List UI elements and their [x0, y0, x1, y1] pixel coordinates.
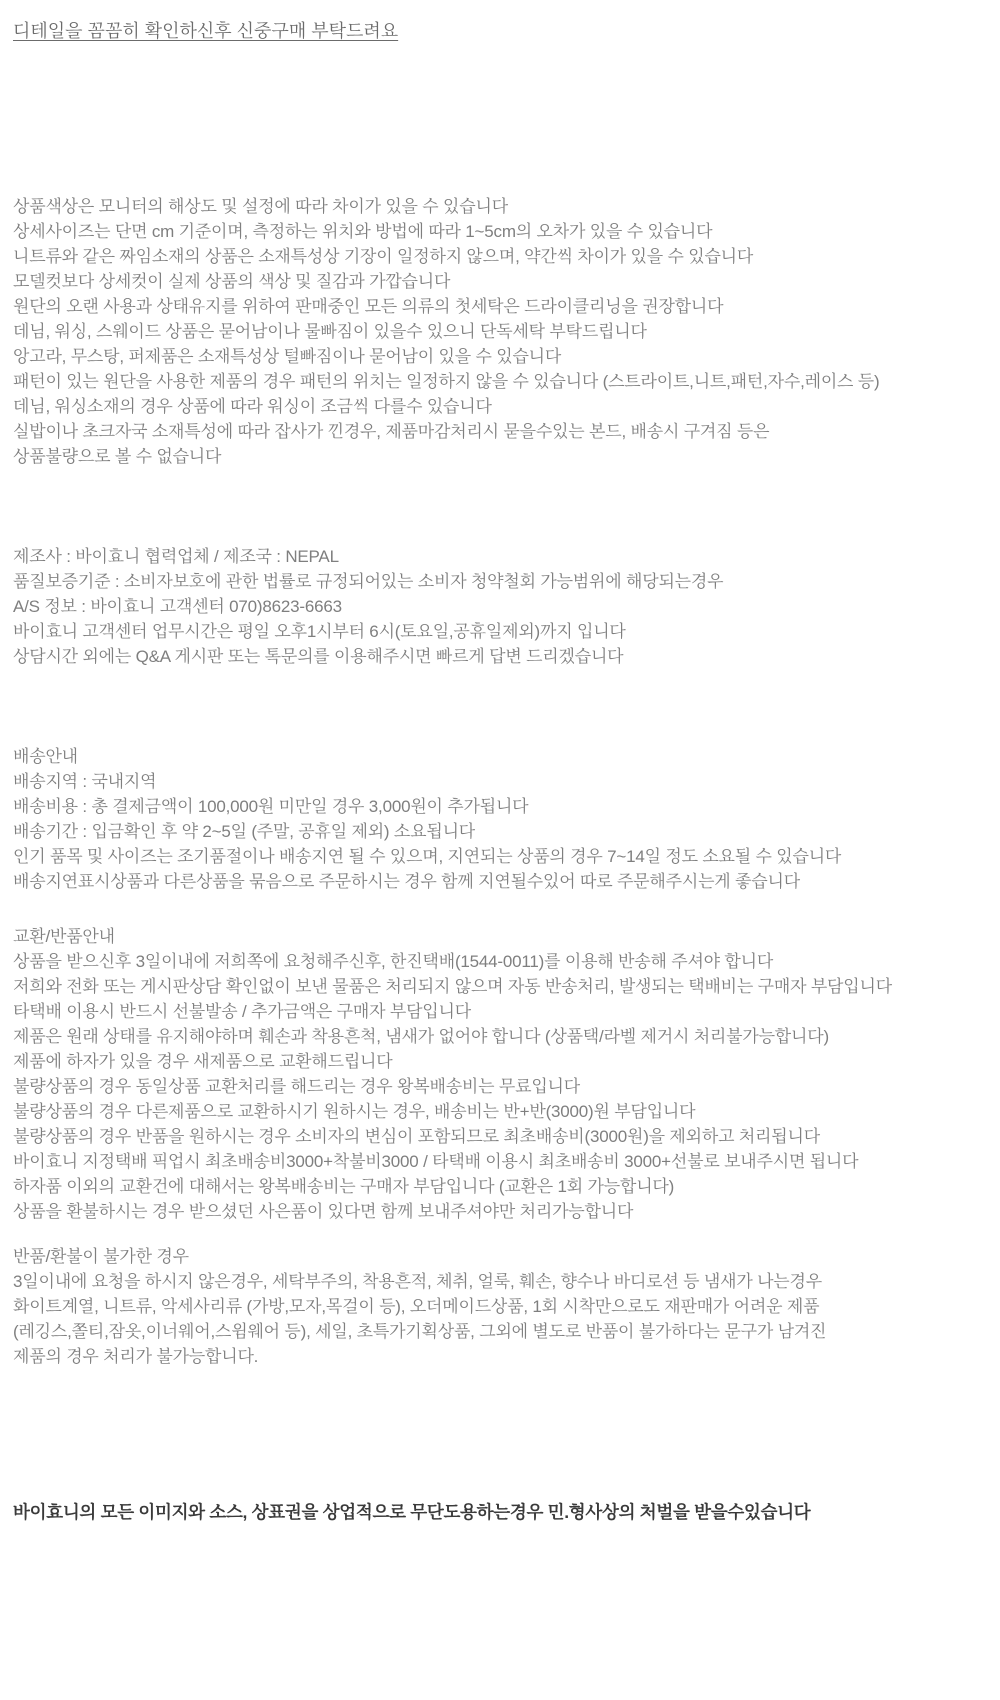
text-line: 배송지역 : 국내지역 — [13, 772, 157, 791]
text-line: 불량상품의 경우 반품을 원하시는 경우 소비자의 변심이 포함되므로 최초배송비(3000원)을 제외하고 처리됩니다 — [13, 1127, 820, 1146]
business-hours-line: 바이효니 고객센터 업무시간은 평일 오후1시부터 6시(토요일,공휴일제외)까지 입니다 — [13, 622, 626, 641]
text-line: 배송기간 : 입금확인 후 약 2~5일 (주말, 공휴일 제외) 소요됩니다 — [13, 822, 476, 841]
qna-info-line: 상담시간 외에는 Q&A 게시판 또는 톡문의를 이용해주시면 빠르게 답변 드리겠습니다 — [13, 647, 624, 666]
text-line: 불량상품의 경우 동일상품 교환처리를 해드리는 경우 왕복배송비는 무료입니다 — [13, 1077, 580, 1096]
text-line: 니트류와 같은 짜임소재의 상품은 소재특성상 기장이 일정하지 않으며, 약간씩 차이가 있을 수 있습니다 — [13, 247, 754, 266]
text-line: 앙고라, 무스탕, 퍼제품은 소재특성상 털빠짐이나 묻어남이 있을 수 있습니다 — [13, 347, 562, 366]
text-line: 불량상품의 경우 다른제품으로 교환하시기 원하시는 경우, 배송비는 반+반(3000)원 부담입니다 — [13, 1102, 696, 1121]
text-line: 데님, 워싱, 스웨이드 상품은 묻어남이나 물빠짐이 있을수 있으니 단독세탁 부탁드립니다 — [13, 322, 647, 341]
text-line: 상품불량으로 볼 수 없습니다 — [13, 447, 222, 466]
text-line: 상품을 받으신후 3일이내에 저희쪽에 요청해주신후, 한진택배(1544-0011)를 이용해 반송해 주셔야 합니다 — [13, 952, 774, 971]
text-line: 원단의 오랜 사용과 상태유지를 위하여 판매중인 모든 의류의 첫세탁은 드라이클리닝을 권장합니다 — [13, 297, 724, 316]
manufacturer-info-section — [13, 544, 990, 669]
product-care-notes-section — [13, 194, 990, 469]
text-line: 상품색상은 모니터의 해상도 및 설정에 따라 차이가 있을 수 있습니다 — [13, 197, 508, 216]
text-line: 3일이내에 요청을 하시지 않은경우, 세탁부주의, 착용흔적, 체취, 얼룩, 훼손, 향수나 바디로션 등 냄새가 나는경우 — [13, 1272, 822, 1291]
text-line: 제품의 경우 처리가 불가능합니다. — [13, 1347, 259, 1366]
text-line: 패턴이 있는 원단을 사용한 제품의 경우 패턴의 위치는 일정하지 않을 수 있습니다 (스트라이트,니트,패턴,자수,레이스 등) — [13, 372, 880, 391]
text-line: 화이트계열, 니트류, 악세사리류 (가방,모자,목걸이 등), 오더메이드상품, 1회 시착만으로도 재판매가 어려운 제품 — [13, 1297, 820, 1316]
text-line: 데님, 워싱소재의 경우 상품에 따라 워싱이 조금씩 다를수 있습니다 — [13, 397, 492, 416]
shipping-section-heading: 배송안내 — [13, 747, 78, 766]
manufacturer-line: 제조사 : 바이효니 협력업체 / 제조국 : NEPAL — [13, 547, 339, 566]
shipping-info-section — [13, 744, 990, 894]
text-line: 상세사이즈는 단면 cm 기준이며, 측정하는 위치와 방법에 따라 1~5cm의 오차가 있을 수 있습니다 — [13, 222, 713, 241]
no-return-cases-section — [13, 1244, 990, 1369]
text-line: 상품을 환불하시는 경우 받으셨던 사은품이 있다면 함께 보내주셔야만 처리가능합니다 — [13, 1202, 634, 1221]
text-line: 인기 품목 및 사이즈는 조기품절이나 배송지연 될 수 있으며, 지연되는 상품의 경우 7~14일 정도 소요될 수 있습니다 — [13, 847, 842, 866]
text-line: 모델컷보다 상세컷이 실제 상품의 색상 및 질감과 가깝습니다 — [13, 272, 451, 291]
exchange-return-section — [13, 924, 990, 1224]
text-line: 제품은 원래 상태를 유지해야하며 훼손과 착용흔척, 냄새가 없어야 합니다 (상품택/라벨 제거시 처리불가능합니다) — [13, 1027, 829, 1046]
text-line: 실밥이나 초크자국 소재특성에 따라 잡사가 낀경우, 제품마감처리시 묻을수있는 본드, 배송시 구겨짐 등은 — [13, 422, 770, 441]
text-line: 하자품 이외의 교환건에 대해서는 왕복배송비는 구매자 부담입니다 (교환은 1회 가능합니다) — [13, 1177, 675, 1196]
text-line: 저희와 전화 또는 게시판상담 확인없이 보낸 물품은 처리되지 않으며 자동 반송처리, 발생되는 택배비는 구매자 부담입니다 — [13, 977, 892, 996]
text-line: 배송비용 : 총 결제금액이 100,000원 미만일 경우 3,000원이 추가됩니다 — [13, 797, 529, 816]
page-title: 디테일을 꼼꼼히 확인하신후 신중구매 부탁드려요 — [13, 21, 399, 41]
copyright-warning: 바이효니의 모든 이미지와 소스, 상표권을 상업적으로 무단도용하는경우 민.형사상의 처벌을 받을수있습니다 — [13, 1502, 811, 1522]
text-line: 바이효니 지정택배 픽업시 최초배송비3000+착불비3000 / 타택배 이용시 최초배송비 3000+선불로 보내주시면 됩니다 — [13, 1152, 859, 1171]
text-line: 제품에 하자가 있을 경우 새제품으로 교환해드립니다 — [13, 1052, 393, 1071]
warranty-line: 품질보증기준 : 소비자보호에 관한 법률로 규정되어있는 소비자 청약철회 가능범위에 해당되는경우 — [13, 572, 724, 591]
text-line: (레깅스,쫄티,잠옷,이너웨어,스윔웨어 등), 세일, 초특가기획상품, 그외에 별도로 반품이 불가하다는 문구가 남겨진 — [13, 1322, 827, 1341]
text-line: 배송지연표시상품과 다른상품을 묶음으로 주문하시는 경우 함께 지연될수있어 따로 주문해주시는게 좋습니다 — [13, 872, 800, 891]
as-contact-line: A/S 정보 : 바이효니 고객센터 070)8623-6663 — [13, 597, 342, 616]
exchange-section-heading: 교환/반품안내 — [13, 927, 115, 946]
text-line: 타택배 이용시 반드시 선불발송 / 추가금액은 구매자 부담입니다 — [13, 1002, 471, 1021]
no-return-section-heading: 반품/환불이 불가한 경우 — [13, 1247, 189, 1266]
